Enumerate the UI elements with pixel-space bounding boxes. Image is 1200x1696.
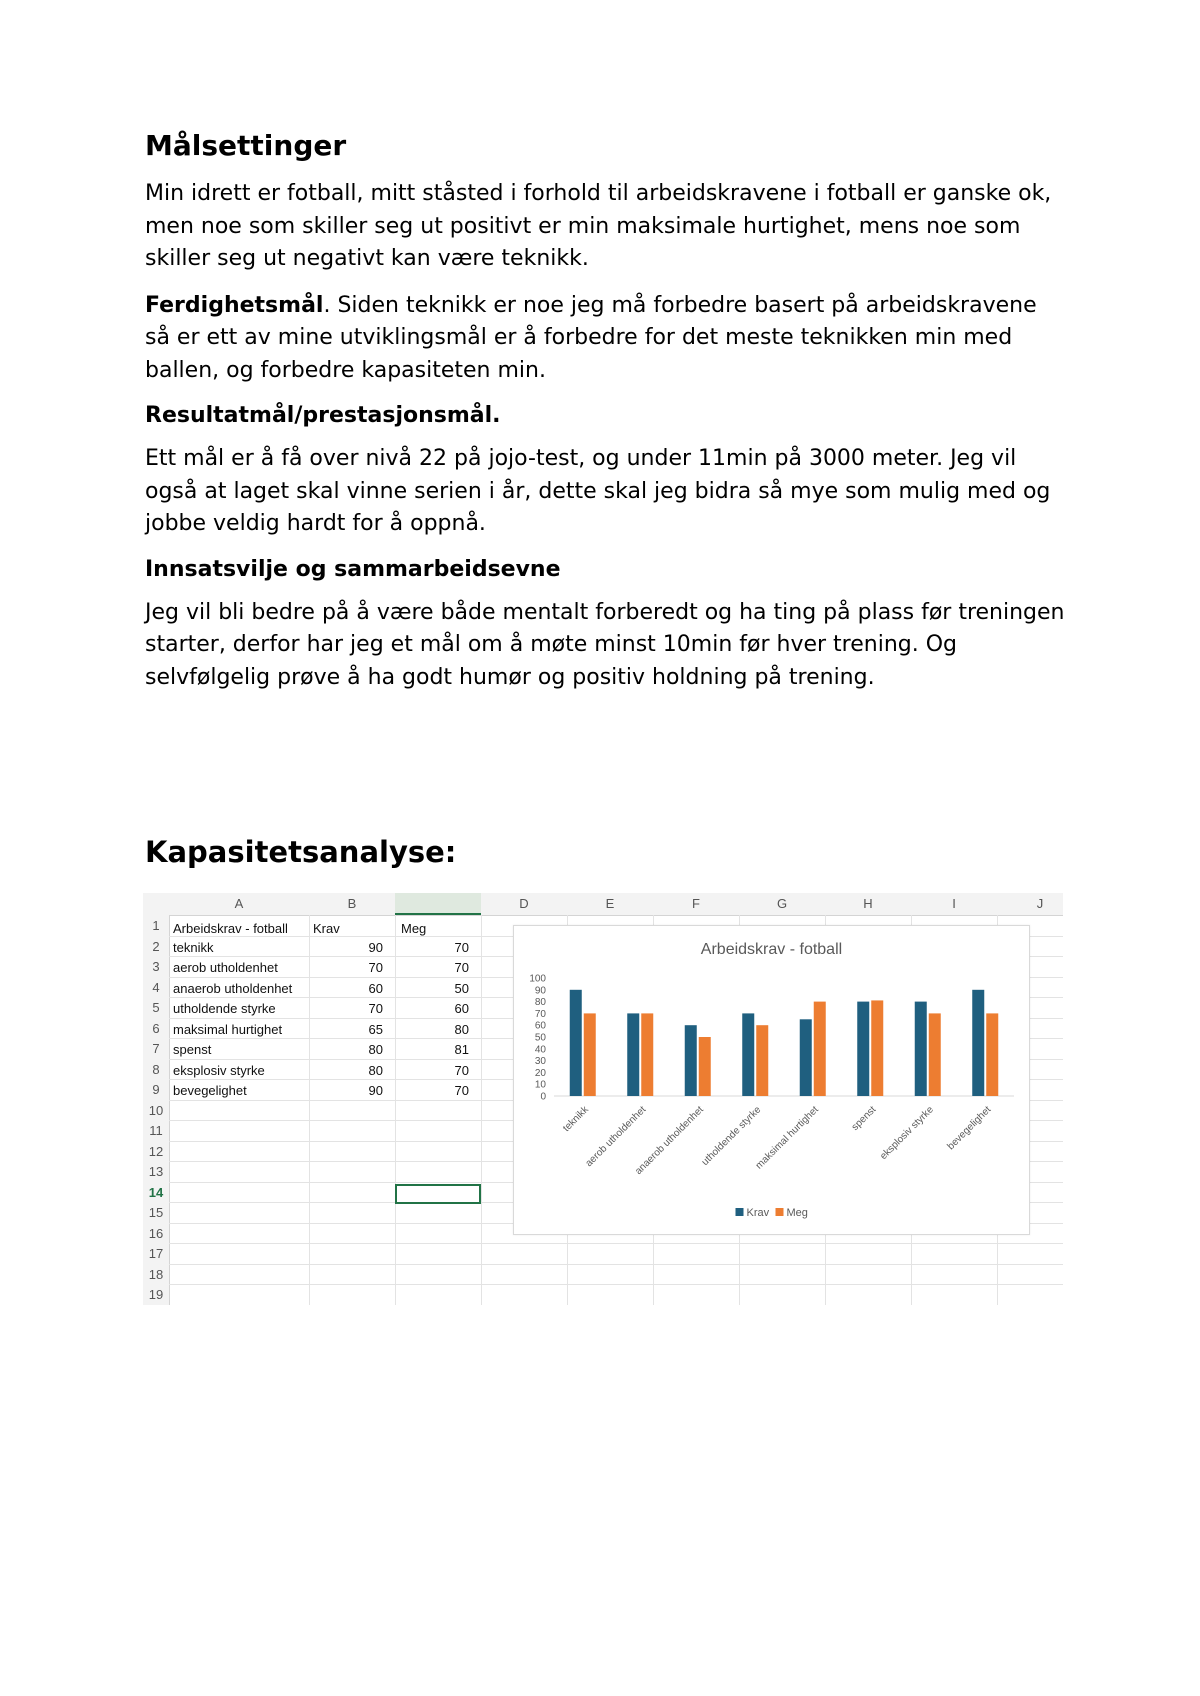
- column-header-i[interactable]: I: [952, 896, 956, 911]
- bar-meg: [699, 1037, 711, 1096]
- effort-paragraph: Jeg vil bli bedre på å være både mentalt forberedt og ha ting på plass før treningen starter, derfor har jeg et mål om å møte minst 10min før hver trening. Og selvfølgelig prøve å ha godt humør og positiv holdning på trening.: [145, 599, 1065, 690]
- column-header-a[interactable]: A: [234, 896, 244, 911]
- legend-label: Krav: [746, 1207, 770, 1219]
- y-tick-label: 90: [534, 985, 546, 997]
- column-header-e[interactable]: E: [605, 896, 615, 911]
- document-body: [145, 128, 1065, 869]
- row-header-10[interactable]: 10: [148, 1102, 164, 1118]
- x-tick-label: bevegelighet: [945, 1104, 994, 1153]
- row-header-17[interactable]: 17: [148, 1246, 164, 1261]
- bar-krav: [570, 990, 582, 1096]
- cell-meg-value: 80: [454, 1021, 469, 1037]
- cell-meg-value: 70: [454, 1062, 469, 1078]
- cell-meg-value: 70: [454, 1083, 469, 1098]
- cell-category-name: bevegelighet: [173, 1083, 247, 1098]
- cell-krav-value: 90: [368, 939, 383, 955]
- y-tick-label: 30: [534, 1056, 546, 1068]
- legend-swatch: [776, 1208, 784, 1216]
- cell-meg-value: 60: [454, 1001, 469, 1016]
- y-tick-label: 60: [534, 1020, 546, 1032]
- selected-cell[interactable]: [395, 1184, 481, 1204]
- grid-vline: [309, 915, 310, 1305]
- cell-krav-value: 70: [368, 960, 383, 975]
- bar-meg: [929, 1013, 941, 1096]
- chart-title: Arbeidskrav - fotball: [700, 941, 843, 958]
- effort-heading: Innsatsvilje og sammarbeidsevne: [145, 556, 561, 582]
- bar-krav: [685, 1025, 697, 1096]
- row-header-11[interactable]: 11: [149, 1123, 163, 1138]
- y-tick-label: 100: [529, 973, 546, 985]
- row-header-19[interactable]: 19: [148, 1287, 164, 1302]
- cell-meg-value: 81: [454, 1042, 469, 1057]
- y-tick-label: 50: [534, 1032, 546, 1044]
- row-header-12[interactable]: 12: [148, 1143, 164, 1159]
- cell-category-name: spenst: [173, 1042, 212, 1057]
- bar-chart: [514, 926, 1029, 1234]
- bar-meg: [871, 1000, 883, 1096]
- row-header-14[interactable]: 14: [148, 1184, 164, 1200]
- bar-krav: [972, 990, 984, 1096]
- column-header-b[interactable]: B: [347, 896, 357, 911]
- row-header-13[interactable]: 13: [148, 1164, 164, 1179]
- cell-meg-value: 50: [454, 980, 469, 996]
- grid-hline: [169, 1284, 1063, 1285]
- cell-category-name: anaerob utholdenhet: [173, 980, 293, 996]
- row-header-3[interactable]: 3: [152, 959, 160, 974]
- cell-c1: Meg: [401, 921, 427, 936]
- legend-swatch: [736, 1208, 744, 1216]
- cell-krav-value: 65: [368, 1021, 383, 1037]
- column-header-f[interactable]: F: [692, 896, 700, 911]
- cell-krav-value: 80: [368, 1042, 383, 1057]
- y-tick-label: 0: [540, 1091, 546, 1103]
- column-header-bar: [143, 893, 1063, 916]
- bar-meg: [986, 1013, 998, 1096]
- grid-hline: [169, 1305, 1063, 1306]
- result-heading: Resultatmål/prestasjonsmål.: [145, 403, 501, 429]
- legend-label: Meg: [786, 1207, 808, 1219]
- row-header-2[interactable]: 2: [152, 938, 160, 954]
- column-header-h[interactable]: H: [863, 896, 873, 911]
- bar-meg: [641, 1013, 653, 1096]
- grid-vline: [481, 915, 482, 1305]
- spreadsheet-screenshot: [143, 893, 1063, 1305]
- row-header-18[interactable]: 18: [148, 1266, 164, 1282]
- skill-text: . Siden teknikk er noe jeg må forbedre basert på arbeidskravene så er ett av mine utviklingsmål er å forbedre for det meste teknikken min med ballen, og forbedre kapasiteten min.: [145, 292, 1037, 383]
- bar-krav: [742, 1013, 754, 1096]
- cell-category-name: eksplosiv styrke: [173, 1062, 265, 1078]
- cell-category-name: teknikk: [173, 939, 214, 955]
- bar-krav: [915, 1002, 927, 1096]
- intro-paragraph: Min idrett er fotball, mitt ståsted i forhold til arbeidskravene i fotball er ganske ok, men noe som skiller seg ut positivt er min maksimale hurtighet, mens noe som skiller seg ut negativt kan være teknikk.: [145, 181, 1052, 272]
- cell-meg-value: 70: [454, 939, 469, 955]
- y-tick-label: 20: [534, 1067, 546, 1079]
- cell-krav-value: 60: [368, 980, 383, 996]
- row-header-7[interactable]: 7: [152, 1041, 160, 1056]
- bar-krav: [800, 1019, 812, 1096]
- skill-paragraph: [145, 290, 1065, 388]
- cell-krav-value: 70: [368, 1001, 383, 1016]
- cell-krav-value: 80: [368, 1062, 383, 1078]
- y-tick-label: 70: [534, 1008, 546, 1020]
- row-header-9[interactable]: 9: [152, 1082, 160, 1097]
- bar-meg: [814, 1002, 826, 1096]
- row-header-1[interactable]: 1: [152, 918, 160, 933]
- x-tick-label: spenst: [849, 1104, 879, 1133]
- capacity-heading: Kapasitetsanalyse:: [145, 835, 457, 869]
- x-tick-label: eksplosiv styrke: [878, 1104, 936, 1163]
- grid-hline: [169, 1264, 1063, 1265]
- grid-vline: [395, 915, 396, 1305]
- cell-category-name: maksimal hurtighet: [173, 1021, 283, 1037]
- grid-hline: [169, 1243, 1063, 1244]
- row-header-15[interactable]: 15: [148, 1205, 164, 1220]
- cell-a1: Arbeidskrav - fotball: [173, 921, 288, 936]
- chart-container: [513, 925, 1030, 1235]
- result-paragraph: Ett mål er å få over nivå 22 på jojo-test, og under 11min på 3000 meter. Jeg vil også at laget skal vinne serien i år, dette skal jeg bidra så mye som mulig med og jobbe veldig hardt for å oppnå.: [145, 446, 1051, 537]
- bar-krav: [627, 1013, 639, 1096]
- cell-krav-value: 90: [368, 1083, 383, 1098]
- bar-meg: [756, 1025, 768, 1096]
- cell-b1: Krav: [313, 921, 340, 936]
- y-tick-label: 80: [534, 997, 546, 1009]
- row-header-16[interactable]: 16: [148, 1225, 164, 1241]
- bar-krav: [857, 1002, 869, 1096]
- x-tick-label: teknikk: [561, 1104, 591, 1135]
- row-header-5[interactable]: 5: [152, 1000, 160, 1015]
- x-tick-label: anaerob utholdenhet: [633, 1104, 706, 1177]
- y-tick-label: 40: [534, 1044, 546, 1056]
- row-header-bar: [143, 915, 170, 1305]
- column-header-d[interactable]: D: [519, 896, 529, 911]
- x-tick-label: utholdende styrke: [699, 1104, 764, 1168]
- row-header-4[interactable]: 4: [152, 979, 160, 995]
- x-tick-label: maksimal hurtighet: [753, 1104, 821, 1172]
- row-header-8[interactable]: 8: [152, 1061, 160, 1077]
- selected-column-indicator: [395, 893, 481, 915]
- x-tick-label: aerob utholdenhet: [583, 1104, 649, 1170]
- cell-meg-value: 70: [454, 960, 469, 975]
- column-header-j[interactable]: J: [1036, 896, 1044, 911]
- cell-category-name: aerob utholdenhet: [173, 960, 278, 975]
- column-header-g[interactable]: G: [776, 896, 788, 911]
- bar-meg: [584, 1013, 596, 1096]
- y-tick-label: 10: [534, 1079, 546, 1091]
- row-header-6[interactable]: 6: [152, 1020, 160, 1036]
- skill-label: Ferdighetsmål: [145, 292, 324, 318]
- page-title: Målsettinger: [145, 129, 347, 162]
- cell-category-name: utholdende styrke: [173, 1001, 276, 1016]
